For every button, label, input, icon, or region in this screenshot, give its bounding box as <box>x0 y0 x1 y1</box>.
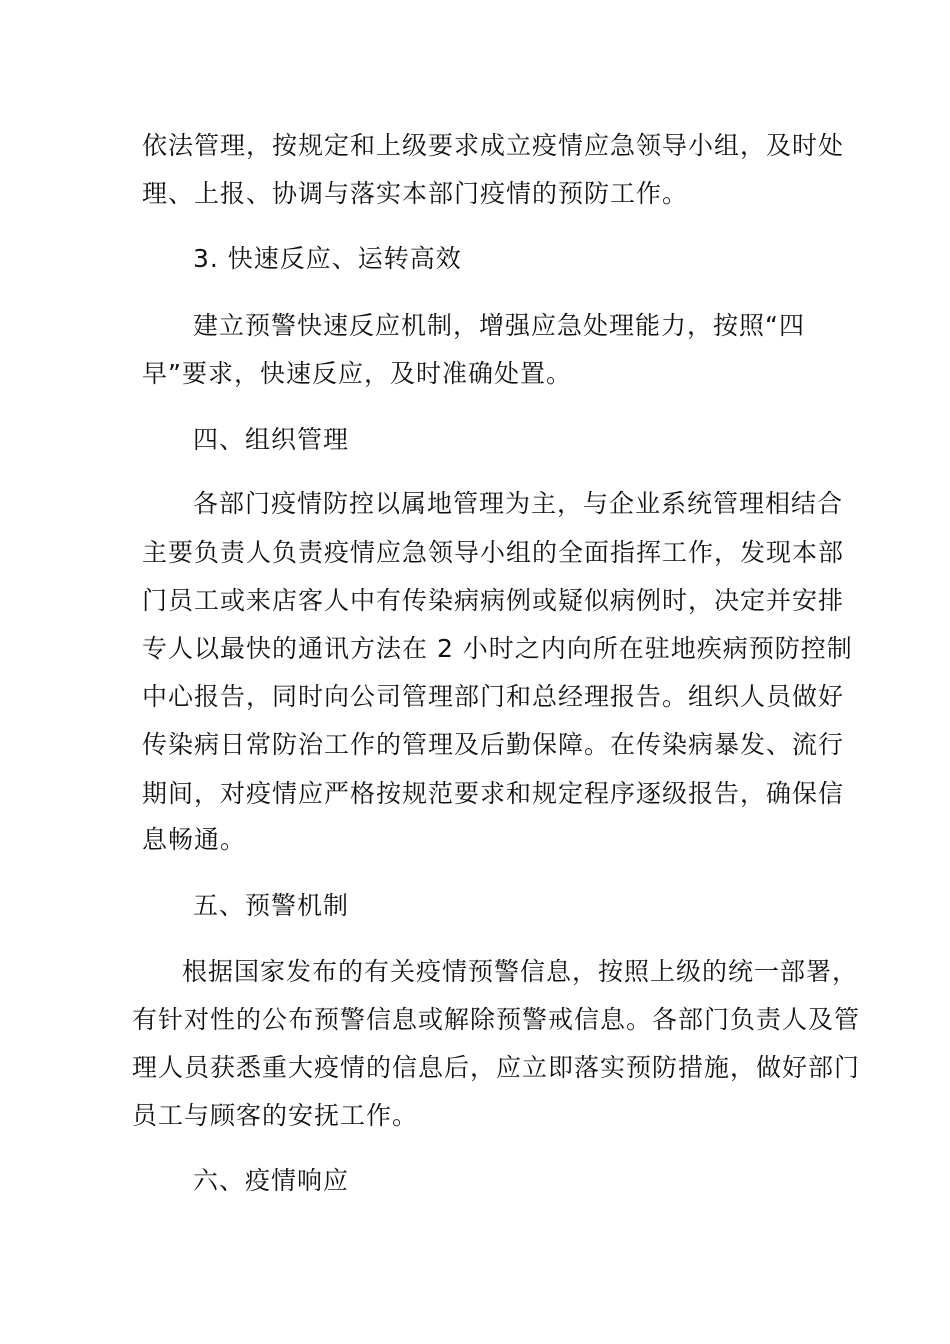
paragraph-line: 专人以最快的通讯方法在 2 小时之内向所在驻地疾病预防控制 <box>142 634 853 663</box>
paragraph-line: 员工与顾客的安抚工作。 <box>132 1101 419 1130</box>
section-heading: 五、预警机制 <box>193 891 350 920</box>
paragraph-line: 理、上报、协调与落实本部门疫情的预防工作。 <box>142 179 689 208</box>
paragraph-line: 门员工或来店客人中有传染病病例或疑似病例时，决定并安排 <box>142 586 845 615</box>
section-heading: 3. 快速反应、运转高效 <box>193 244 462 273</box>
paragraph-line: 各部门疫情防控以属地管理为主，与企业系统管理相结合 <box>193 489 844 518</box>
paragraph-line: 早”要求，快速反应，及时准确处置。 <box>142 359 572 388</box>
paragraph-line: 有针对性的公布预警信息或解除预警戒信息。各部门负责人及管 <box>132 1005 861 1034</box>
paragraph-line: 建立预警快速反应机制，增强应急处理能力，按照“四 <box>193 311 805 340</box>
paragraph-line: 息畅通。 <box>142 825 247 854</box>
paragraph-line: 主要负责人负责疫情应急领导小组的全面指挥工作，发现本部 <box>142 538 845 567</box>
paragraph-line: 根据国家发布的有关疫情预警信息，按照上级的统一部署， <box>182 957 859 986</box>
paragraph-line: 中心报告，同时向公司管理部门和总经理报告。组织人员做好 <box>142 682 845 711</box>
paragraph-line: 依法管理，按规定和上级要求成立疫情应急领导小组，及时处 <box>142 131 845 160</box>
paragraph-line: 理人员获悉重大疫情的信息后，应立即落实预防措施，做好部门 <box>132 1053 861 1082</box>
section-heading: 四、组织管理 <box>193 425 350 454</box>
section-heading: 六、疫情响应 <box>193 1166 350 1195</box>
paragraph-line: 期间，对疫情应严格按规范要求和规定程序逐级报告，确保信 <box>142 779 845 808</box>
paragraph-line: 传染病日常防治工作的管理及后勤保障。在传染病暴发、流行 <box>142 730 845 759</box>
